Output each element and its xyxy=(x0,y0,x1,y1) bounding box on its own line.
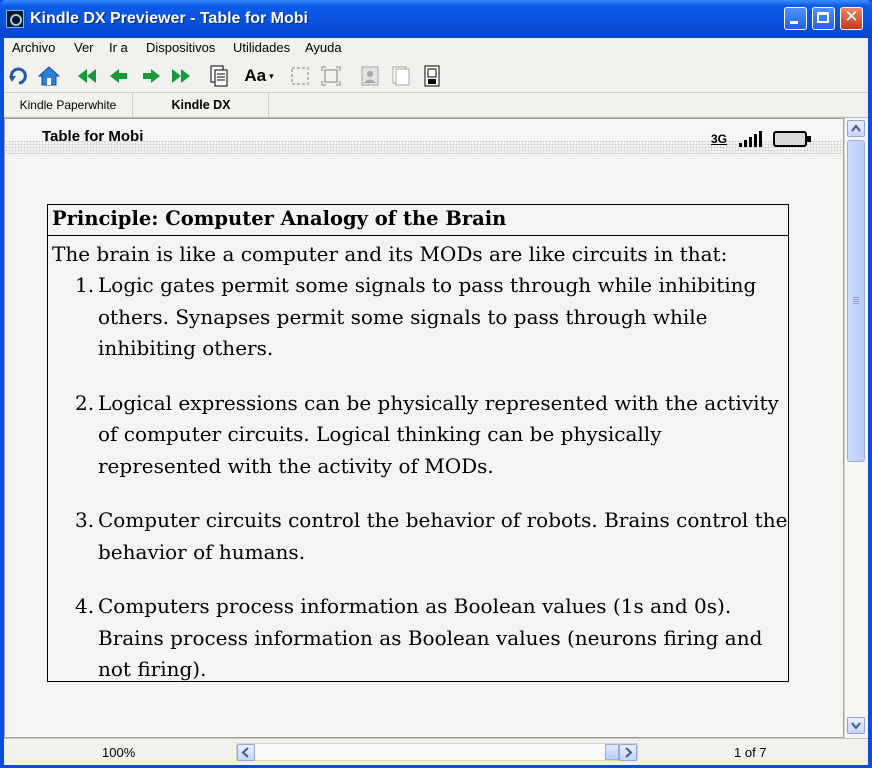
app-icon[interactable] xyxy=(6,10,24,28)
chevron-right-icon xyxy=(620,745,636,760)
list-item: 2. Logical expressions can be physically represented with the activity of computer circuits. Logical thinking can be physically represented with the activity of MODs. xyxy=(75,390,779,478)
tab-kindle-paperwhite[interactable]: Kindle Paperwhite xyxy=(4,93,133,117)
page-slider-thumb[interactable] xyxy=(605,744,619,760)
fit-page-icon[interactable] xyxy=(320,65,342,87)
scroll-thumb[interactable] xyxy=(847,140,865,462)
list-item: 3. Computer circuits control the behavior of robots. Brains control the behavior of humans. xyxy=(75,508,788,564)
maximize-button[interactable] xyxy=(812,7,835,30)
scroll-left-button[interactable] xyxy=(237,744,255,761)
scroll-down-button[interactable] xyxy=(847,717,865,734)
toolbar xyxy=(4,60,868,93)
last-page-icon[interactable] xyxy=(170,65,192,87)
menu-dispositivos[interactable]: Dispositivos xyxy=(146,40,216,55)
tab-kindle-dx[interactable]: Kindle DX xyxy=(134,93,269,117)
chevron-down-icon xyxy=(848,718,864,733)
window-title: Kindle DX Previewer - Table for Mobi xyxy=(30,10,308,27)
client-area xyxy=(4,38,868,764)
principle-list xyxy=(48,270,788,686)
document-icon[interactable] xyxy=(390,65,412,87)
list-item: 1. Logic gates permit some signals to pass through while inhibiting others. Synapses permit some signals to pass through while inhibiting others. xyxy=(75,273,757,360)
scroll-right-button[interactable] xyxy=(619,744,637,761)
next-page-icon[interactable] xyxy=(140,65,162,87)
menu-utilidades[interactable]: Utilidades xyxy=(233,40,291,55)
font-size-icon[interactable]: Aa ▾ xyxy=(244,66,274,85)
previous-page-icon[interactable] xyxy=(108,65,130,87)
page-indicator: 1 of 7 xyxy=(734,745,767,760)
close-icon: ✕ xyxy=(844,7,859,26)
toc-icon[interactable] xyxy=(208,65,230,87)
rotate-icon[interactable] xyxy=(8,65,30,87)
device-status-bar xyxy=(5,119,843,154)
page-scrollbar[interactable] xyxy=(236,743,638,761)
fit-width-icon[interactable] xyxy=(289,65,311,87)
network-label: 3G xyxy=(711,132,728,146)
home-icon[interactable] xyxy=(38,65,60,87)
chevron-left-icon xyxy=(238,745,254,760)
list-item: 4. Computers process information as Boolean values (1s and 0s). Brains process information as Boolean values (neurons firing and not firing). xyxy=(75,594,763,681)
menu-ver[interactable]: Ver xyxy=(74,40,94,55)
title-bar[interactable] xyxy=(0,0,872,38)
zoom-level: 100% xyxy=(102,745,136,760)
device-tabs xyxy=(4,93,868,118)
close-button[interactable] xyxy=(840,7,863,30)
menu-archivo[interactable]: Archivo xyxy=(12,40,56,55)
font-size-label: Aa xyxy=(244,66,267,85)
device-icon[interactable] xyxy=(421,65,443,87)
book-viewer xyxy=(4,118,844,738)
menu-ayuda[interactable]: Ayuda xyxy=(305,40,342,55)
menu-ir-a[interactable]: Ir a xyxy=(109,40,128,55)
chevron-up-icon xyxy=(848,121,864,136)
battery-icon xyxy=(773,131,813,147)
signal-strength-icon xyxy=(739,131,769,147)
principle-title: Principle: Computer Analogy of the Brain xyxy=(48,205,788,236)
scroll-up-button[interactable] xyxy=(847,120,865,137)
first-page-icon[interactable] xyxy=(76,65,98,87)
status-bar xyxy=(4,738,868,765)
image-icon[interactable] xyxy=(359,65,381,87)
principle-box xyxy=(47,204,789,682)
book-title: Table for Mobi xyxy=(42,128,144,145)
vertical-scrollbar[interactable] xyxy=(844,118,868,738)
principle-intro: The brain is like a computer and its MODs are like circuits in that: xyxy=(52,242,728,266)
menu-bar xyxy=(4,38,868,58)
minimize-button[interactable] xyxy=(784,7,807,30)
